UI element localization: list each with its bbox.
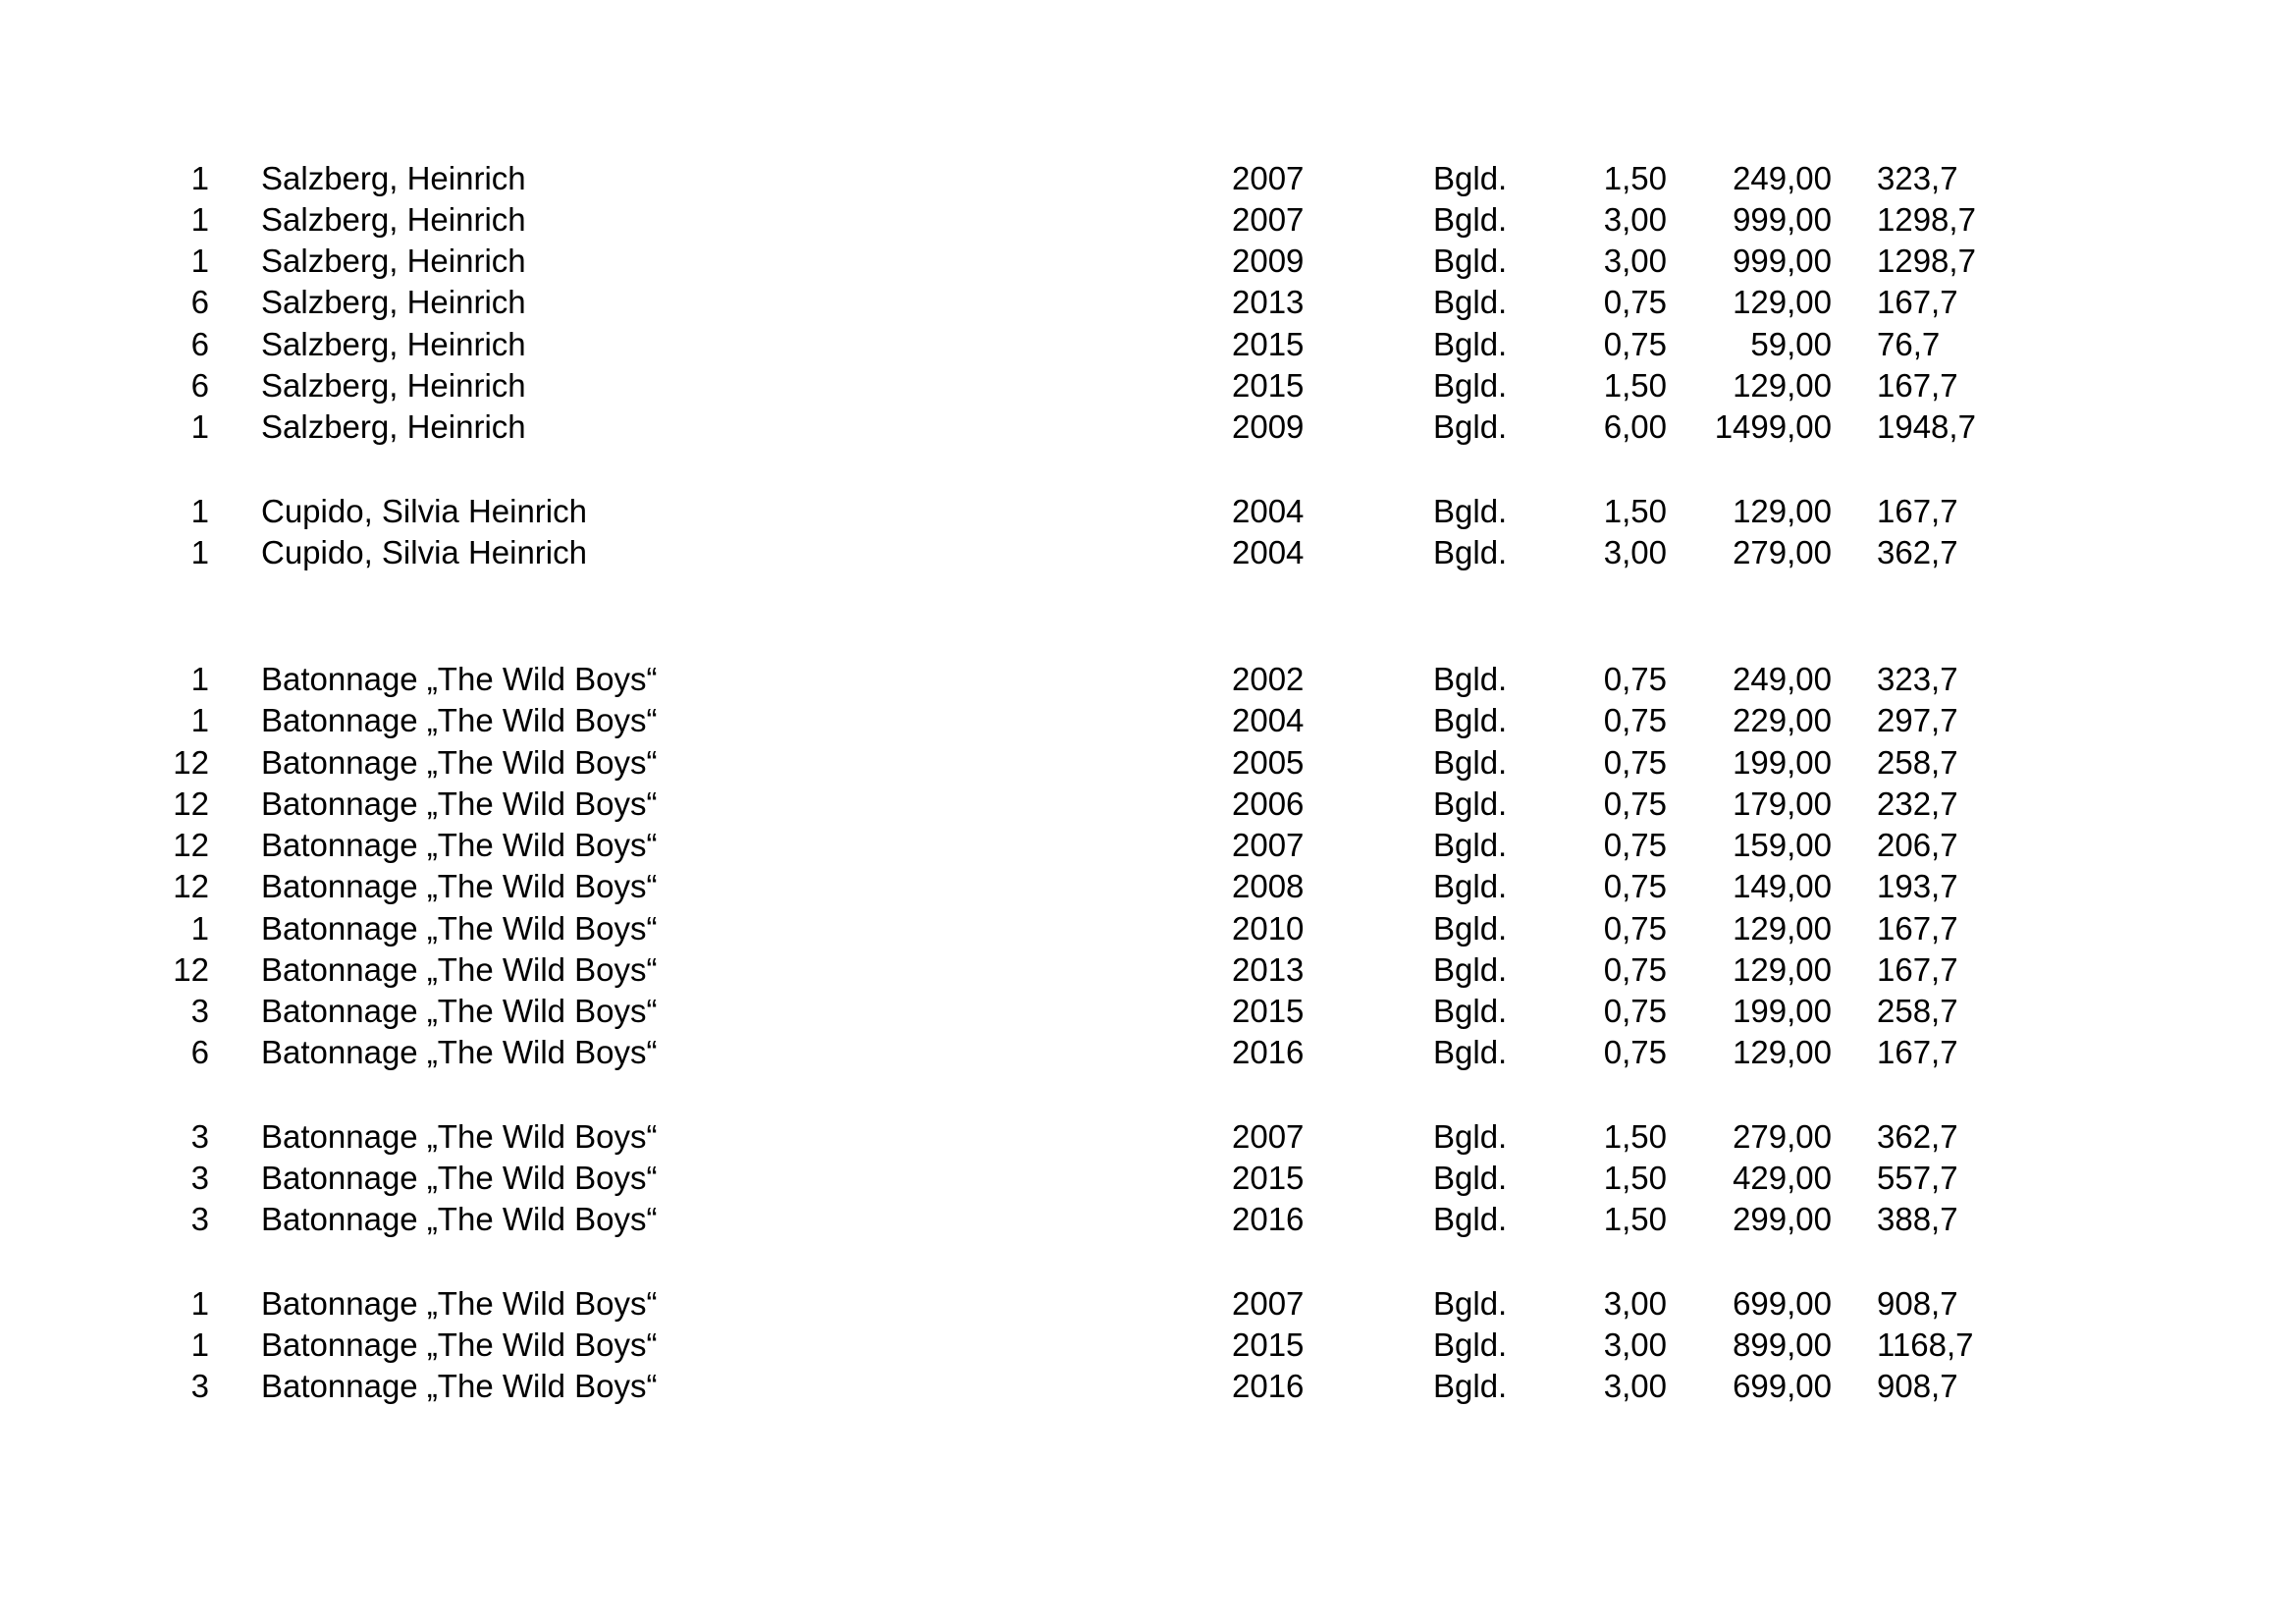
quantity-cell: 12 xyxy=(173,744,209,781)
quantity-cell: 1 xyxy=(190,201,209,238)
region-cell: Bgld. xyxy=(1433,493,1508,529)
total-price-cell: 362,7 xyxy=(1877,534,1958,570)
region-cell: Bgld. xyxy=(1433,827,1508,863)
total-price-cell: 167,7 xyxy=(1877,1034,1958,1070)
bottle-volume-cell: 0,75 xyxy=(1603,951,1667,988)
total-price-cell: 258,7 xyxy=(1877,744,1958,781)
table-row xyxy=(0,1116,2296,1158)
table-row xyxy=(0,784,2296,825)
table-row xyxy=(0,1366,2296,1407)
total-price-cell: 167,7 xyxy=(1877,951,1958,988)
table-row xyxy=(0,1158,2296,1199)
table-row xyxy=(0,282,2296,323)
total-price-cell: 167,7 xyxy=(1877,493,1958,529)
total-price-cell: 908,7 xyxy=(1877,1285,1958,1322)
bottle-volume-cell: 0,75 xyxy=(1603,910,1667,947)
bottle-volume-cell: 1,50 xyxy=(1603,1160,1667,1196)
bottle-volume-cell: 1,50 xyxy=(1603,1201,1667,1237)
quantity-cell: 12 xyxy=(173,827,209,863)
region-cell: Bgld. xyxy=(1433,1285,1508,1322)
region-cell: Bgld. xyxy=(1433,367,1508,404)
region-cell: Bgld. xyxy=(1433,1201,1508,1237)
vintage-year-cell: 2013 xyxy=(1232,284,1305,320)
price-cell: 279,00 xyxy=(1733,1118,1832,1155)
producer-name-cell: Salzberg, Heinrich xyxy=(261,243,526,279)
producer-name-cell: Salzberg, Heinrich xyxy=(261,201,526,238)
quantity-cell: 3 xyxy=(190,1368,209,1404)
producer-name-cell: Batonnage „The Wild Boys“ xyxy=(261,1285,658,1322)
region-cell: Bgld. xyxy=(1433,785,1508,822)
quantity-cell: 1 xyxy=(190,910,209,947)
table-row xyxy=(0,199,2296,241)
vintage-year-cell: 2013 xyxy=(1232,951,1305,988)
region-cell: Bgld. xyxy=(1433,1326,1508,1363)
region-cell: Bgld. xyxy=(1433,326,1508,362)
total-price-cell: 167,7 xyxy=(1877,367,1958,404)
quantity-cell: 12 xyxy=(173,868,209,904)
total-price-cell: 1948,7 xyxy=(1877,408,1976,445)
vintage-year-cell: 2015 xyxy=(1232,1160,1305,1196)
quantity-cell: 1 xyxy=(190,493,209,529)
vintage-year-cell: 2005 xyxy=(1232,744,1305,781)
producer-name-cell: Batonnage „The Wild Boys“ xyxy=(261,702,658,738)
producer-name-cell: Batonnage „The Wild Boys“ xyxy=(261,1118,658,1155)
price-cell: 299,00 xyxy=(1733,1201,1832,1237)
total-price-cell: 908,7 xyxy=(1877,1368,1958,1404)
region-cell: Bgld. xyxy=(1433,910,1508,947)
region-cell: Bgld. xyxy=(1433,993,1508,1029)
price-cell: 149,00 xyxy=(1733,868,1832,904)
producer-name-cell: Batonnage „The Wild Boys“ xyxy=(261,1326,658,1363)
bottle-volume-cell: 0,75 xyxy=(1603,744,1667,781)
producer-name-cell: Batonnage „The Wild Boys“ xyxy=(261,993,658,1029)
vintage-year-cell: 2015 xyxy=(1232,326,1305,362)
quantity-cell: 3 xyxy=(190,1160,209,1196)
quantity-cell: 6 xyxy=(190,284,209,320)
quantity-cell: 12 xyxy=(173,951,209,988)
vintage-year-cell: 2002 xyxy=(1232,661,1305,697)
total-price-cell: 557,7 xyxy=(1877,1160,1958,1196)
price-cell: 249,00 xyxy=(1733,160,1832,196)
table-row xyxy=(0,324,2296,365)
quantity-cell: 6 xyxy=(190,367,209,404)
bottle-volume-cell: 3,00 xyxy=(1603,201,1667,238)
bottle-volume-cell: 3,00 xyxy=(1603,243,1667,279)
quantity-cell: 1 xyxy=(190,243,209,279)
vintage-year-cell: 2015 xyxy=(1232,993,1305,1029)
quantity-cell: 3 xyxy=(190,993,209,1029)
region-cell: Bgld. xyxy=(1433,661,1508,697)
table-row xyxy=(0,241,2296,282)
region-cell: Bgld. xyxy=(1433,702,1508,738)
region-cell: Bgld. xyxy=(1433,201,1508,238)
quantity-cell: 1 xyxy=(190,661,209,697)
quantity-cell: 3 xyxy=(190,1201,209,1237)
price-cell: 129,00 xyxy=(1733,910,1832,947)
price-cell: 199,00 xyxy=(1733,993,1832,1029)
quantity-cell: 1 xyxy=(190,534,209,570)
producer-name-cell: Batonnage „The Wild Boys“ xyxy=(261,785,658,822)
producer-name-cell: Salzberg, Heinrich xyxy=(261,160,526,196)
table-row xyxy=(0,700,2296,741)
region-cell: Bgld. xyxy=(1433,1118,1508,1155)
quantity-cell: 6 xyxy=(190,1034,209,1070)
bottle-volume-cell: 3,00 xyxy=(1603,1285,1667,1322)
producer-name-cell: Batonnage „The Wild Boys“ xyxy=(261,910,658,947)
bottle-volume-cell: 6,00 xyxy=(1603,408,1667,445)
quantity-cell: 1 xyxy=(190,160,209,196)
total-price-cell: 167,7 xyxy=(1877,284,1958,320)
bottle-volume-cell: 0,75 xyxy=(1603,661,1667,697)
bottle-volume-cell: 3,00 xyxy=(1603,1326,1667,1363)
vintage-year-cell: 2004 xyxy=(1232,493,1305,529)
producer-name-cell: Batonnage „The Wild Boys“ xyxy=(261,951,658,988)
bottle-volume-cell: 3,00 xyxy=(1603,534,1667,570)
producer-name-cell: Batonnage „The Wild Boys“ xyxy=(261,1201,658,1237)
vintage-year-cell: 2015 xyxy=(1232,367,1305,404)
table-row xyxy=(0,1325,2296,1366)
quantity-cell: 6 xyxy=(190,326,209,362)
price-cell: 129,00 xyxy=(1733,284,1832,320)
bottle-volume-cell: 0,75 xyxy=(1603,993,1667,1029)
price-cell: 279,00 xyxy=(1733,534,1832,570)
bottle-volume-cell: 0,75 xyxy=(1603,785,1667,822)
table-row xyxy=(0,365,2296,406)
producer-name-cell: Batonnage „The Wild Boys“ xyxy=(261,744,658,781)
total-price-cell: 323,7 xyxy=(1877,160,1958,196)
vintage-year-cell: 2007 xyxy=(1232,160,1305,196)
region-cell: Bgld. xyxy=(1433,284,1508,320)
producer-name-cell: Salzberg, Heinrich xyxy=(261,408,526,445)
quantity-cell: 12 xyxy=(173,785,209,822)
price-cell: 999,00 xyxy=(1733,201,1832,238)
price-cell: 159,00 xyxy=(1733,827,1832,863)
bottle-volume-cell: 0,75 xyxy=(1603,284,1667,320)
bottle-volume-cell: 1,50 xyxy=(1603,1118,1667,1155)
region-cell: Bgld. xyxy=(1433,160,1508,196)
region-cell: Bgld. xyxy=(1433,243,1508,279)
bottle-volume-cell: 0,75 xyxy=(1603,868,1667,904)
table-row xyxy=(0,1199,2296,1240)
producer-name-cell: Salzberg, Heinrich xyxy=(261,326,526,362)
bottle-volume-cell: 1,50 xyxy=(1603,160,1667,196)
price-cell: 429,00 xyxy=(1733,1160,1832,1196)
producer-name-cell: Cupido, Silvia Heinrich xyxy=(261,534,587,570)
region-cell: Bgld. xyxy=(1433,744,1508,781)
region-cell: Bgld. xyxy=(1433,951,1508,988)
bottle-volume-cell: 0,75 xyxy=(1603,702,1667,738)
total-price-cell: 388,7 xyxy=(1877,1201,1958,1237)
price-cell: 899,00 xyxy=(1733,1326,1832,1363)
table-row xyxy=(0,1283,2296,1325)
region-cell: Bgld. xyxy=(1433,1034,1508,1070)
table-row xyxy=(0,1032,2296,1073)
vintage-year-cell: 2016 xyxy=(1232,1034,1305,1070)
quantity-cell: 3 xyxy=(190,1118,209,1155)
price-cell: 129,00 xyxy=(1733,367,1832,404)
quantity-cell: 1 xyxy=(190,1326,209,1363)
bottle-volume-cell: 0,75 xyxy=(1603,326,1667,362)
price-cell: 699,00 xyxy=(1733,1285,1832,1322)
table-row xyxy=(0,908,2296,949)
vintage-year-cell: 2007 xyxy=(1232,827,1305,863)
total-price-cell: 193,7 xyxy=(1877,868,1958,904)
price-cell: 199,00 xyxy=(1733,744,1832,781)
producer-name-cell: Salzberg, Heinrich xyxy=(261,284,526,320)
price-cell: 129,00 xyxy=(1733,951,1832,988)
vintage-year-cell: 2007 xyxy=(1232,201,1305,238)
vintage-year-cell: 2010 xyxy=(1232,910,1305,947)
price-cell: 59,00 xyxy=(1750,326,1832,362)
price-cell: 129,00 xyxy=(1733,1034,1832,1070)
table-row xyxy=(0,158,2296,199)
total-price-cell: 362,7 xyxy=(1877,1118,1958,1155)
region-cell: Bgld. xyxy=(1433,408,1508,445)
table-row xyxy=(0,491,2296,532)
bottle-volume-cell: 3,00 xyxy=(1603,1368,1667,1404)
producer-name-cell: Batonnage „The Wild Boys“ xyxy=(261,1160,658,1196)
table-row xyxy=(0,949,2296,991)
price-cell: 1499,00 xyxy=(1714,408,1832,445)
vintage-year-cell: 2016 xyxy=(1232,1368,1305,1404)
producer-name-cell: Salzberg, Heinrich xyxy=(261,367,526,404)
price-cell: 129,00 xyxy=(1733,493,1832,529)
vintage-year-cell: 2015 xyxy=(1232,1326,1305,1363)
producer-name-cell: Batonnage „The Wild Boys“ xyxy=(261,1368,658,1404)
producer-name-cell: Batonnage „The Wild Boys“ xyxy=(261,661,658,697)
region-cell: Bgld. xyxy=(1433,1368,1508,1404)
region-cell: Bgld. xyxy=(1433,1160,1508,1196)
table-row xyxy=(0,406,2296,448)
quantity-cell: 1 xyxy=(190,702,209,738)
vintage-year-cell: 2009 xyxy=(1232,243,1305,279)
vintage-year-cell: 2008 xyxy=(1232,868,1305,904)
price-cell: 699,00 xyxy=(1733,1368,1832,1404)
bottle-volume-cell: 1,50 xyxy=(1603,367,1667,404)
table-row xyxy=(0,659,2296,700)
vintage-year-cell: 2016 xyxy=(1232,1201,1305,1237)
total-price-cell: 232,7 xyxy=(1877,785,1958,822)
vintage-year-cell: 2004 xyxy=(1232,702,1305,738)
total-price-cell: 167,7 xyxy=(1877,910,1958,947)
price-cell: 229,00 xyxy=(1733,702,1832,738)
table-row xyxy=(0,742,2296,784)
price-cell: 179,00 xyxy=(1733,785,1832,822)
total-price-cell: 1298,7 xyxy=(1877,243,1976,279)
price-cell: 249,00 xyxy=(1733,661,1832,697)
total-price-cell: 206,7 xyxy=(1877,827,1958,863)
producer-name-cell: Batonnage „The Wild Boys“ xyxy=(261,868,658,904)
quantity-cell: 1 xyxy=(190,1285,209,1322)
table-row xyxy=(0,532,2296,573)
table-row xyxy=(0,866,2296,907)
table-row xyxy=(0,825,2296,866)
vintage-year-cell: 2009 xyxy=(1232,408,1305,445)
table-row xyxy=(0,991,2296,1032)
producer-name-cell: Batonnage „The Wild Boys“ xyxy=(261,1034,658,1070)
vintage-year-cell: 2007 xyxy=(1232,1118,1305,1155)
vintage-year-cell: 2007 xyxy=(1232,1285,1305,1322)
producer-name-cell: Cupido, Silvia Heinrich xyxy=(261,493,587,529)
region-cell: Bgld. xyxy=(1433,534,1508,570)
bottle-volume-cell: 0,75 xyxy=(1603,1034,1667,1070)
total-price-cell: 1168,7 xyxy=(1877,1326,1974,1363)
total-price-cell: 297,7 xyxy=(1877,702,1958,738)
total-price-cell: 1298,7 xyxy=(1877,201,1976,238)
quantity-cell: 1 xyxy=(190,408,209,445)
total-price-cell: 76,7 xyxy=(1877,326,1941,362)
price-cell: 999,00 xyxy=(1733,243,1832,279)
bottle-volume-cell: 0,75 xyxy=(1603,827,1667,863)
bottle-volume-cell: 1,50 xyxy=(1603,493,1667,529)
region-cell: Bgld. xyxy=(1433,868,1508,904)
vintage-year-cell: 2004 xyxy=(1232,534,1305,570)
total-price-cell: 258,7 xyxy=(1877,993,1958,1029)
total-price-cell: 323,7 xyxy=(1877,661,1958,697)
producer-name-cell: Batonnage „The Wild Boys“ xyxy=(261,827,658,863)
vintage-year-cell: 2006 xyxy=(1232,785,1305,822)
